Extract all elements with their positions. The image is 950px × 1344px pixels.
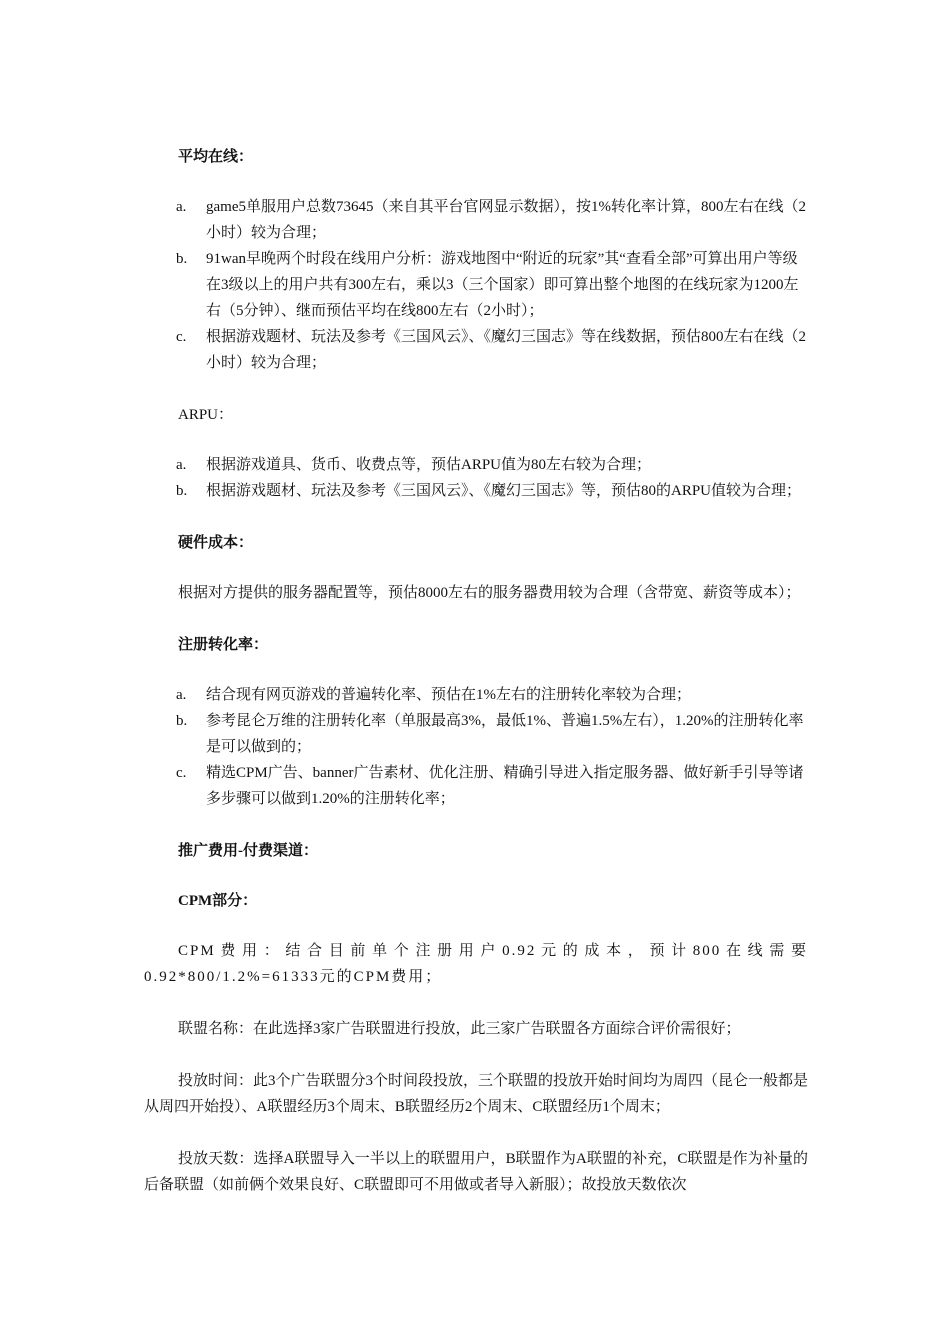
list-marker: c. <box>176 329 187 345</box>
list-marker: c. <box>176 765 187 781</box>
list-item-text: 参考昆仑万维的注册转化率（单服最高3%，最低1%、普遍1.5%左右），1.20%的注册转化率是可以做到的； <box>206 713 804 755</box>
list-item <box>144 478 808 504</box>
list-item-text: 根据游戏题材、玩法及参考《三国风云》、《魔幻三国志》等，预估80的ARPU值较为合理； <box>206 483 802 499</box>
list-item <box>144 682 808 708</box>
list-item-text: 91wan早晚两个时段在线用户分析：游戏地图中“附近的玩家”其“查看全部”可算出用户等级在3级以上的用户共有300左右，乘以3（三个国家）即可算出整个地图的在线玩家为1200左右（5分钟）、继而预估平均在线800左右（2小时）； <box>206 251 799 319</box>
list-marker: a. <box>176 199 187 215</box>
list-item <box>144 708 808 760</box>
conversion-list <box>144 682 808 812</box>
arpu-list <box>144 452 808 504</box>
cpm-cost-paragraph: CPM费用：结合目前单个注册用户0.92元的成本，预计800在线需要0.92*800/1.2%=61333元的CPM费用； <box>144 943 808 985</box>
avg-online-list <box>144 194 808 376</box>
list-item-text: 精选CPM广告、banner广告素材、优化注册、精确引导进入指定服务器、做好新手引导等诸多步骤可以做到1.20%的注册转化率； <box>206 765 804 807</box>
list-marker: b. <box>176 251 188 267</box>
cpm-heading: CPM部分： <box>178 893 258 909</box>
list-item-text: game5单服用户总数73645（来自其平台官网显示数据），按1%转化率计算，800左右在线（2小时）较为合理； <box>206 199 806 241</box>
hardware-heading: 硬件成本： <box>178 535 254 551</box>
list-item-text: 根据游戏题材、玩法及参考《三国风云》、《魔幻三国志》等在线数据，预估800左右在线（2小时）较为合理； <box>206 329 807 371</box>
document-body <box>144 132 808 1224</box>
hardware-paragraph: 根据对方提供的服务器配置等，预估8000左右的服务器费用较为合理（含带宽、薪资等成本）； <box>178 585 801 601</box>
list-marker: a. <box>176 457 187 473</box>
list-item <box>144 452 808 478</box>
list-item-text: 结合现有网页游戏的普遍转化率、预估在1%左右的注册转化率较为合理； <box>206 687 691 703</box>
avg-online-heading: 平均在线： <box>178 149 254 165</box>
list-item <box>144 760 808 812</box>
list-marker: b. <box>176 483 188 499</box>
list-item-text: 根据游戏道具、货币、收费点等，预估ARPU值为80左右较为合理； <box>206 457 652 473</box>
list-item <box>144 246 808 324</box>
arpu-heading: ARPU： <box>178 407 234 423</box>
list-item <box>144 324 808 376</box>
list-marker: b. <box>176 713 188 729</box>
days-paragraph: 投放天数：选择A联盟导入一半以上的联盟用户，B联盟作为A联盟的补充，C联盟是作为补量的后备联盟（如前俩个效果良好、C联盟即可不用做或者导入新服）；故投放天数依次 <box>144 1151 808 1193</box>
alliance-name-paragraph: 联盟名称：在此选择3家广告联盟进行投放，此三家广告联盟各方面综合评价需很好； <box>178 1021 741 1037</box>
conversion-heading: 注册转化率： <box>178 637 269 653</box>
promotion-heading: 推广费用-付费渠道： <box>178 843 318 859</box>
schedule-paragraph: 投放时间：此3个广告联盟分3个时间段投放，三个联盟的投放开始时间均为周四（昆仑一般都是从周四开始投）、A联盟经历3个周末、B联盟经历2个周末、C联盟经历1个周末； <box>144 1073 809 1115</box>
list-marker: a. <box>176 687 187 703</box>
list-item <box>144 194 808 246</box>
